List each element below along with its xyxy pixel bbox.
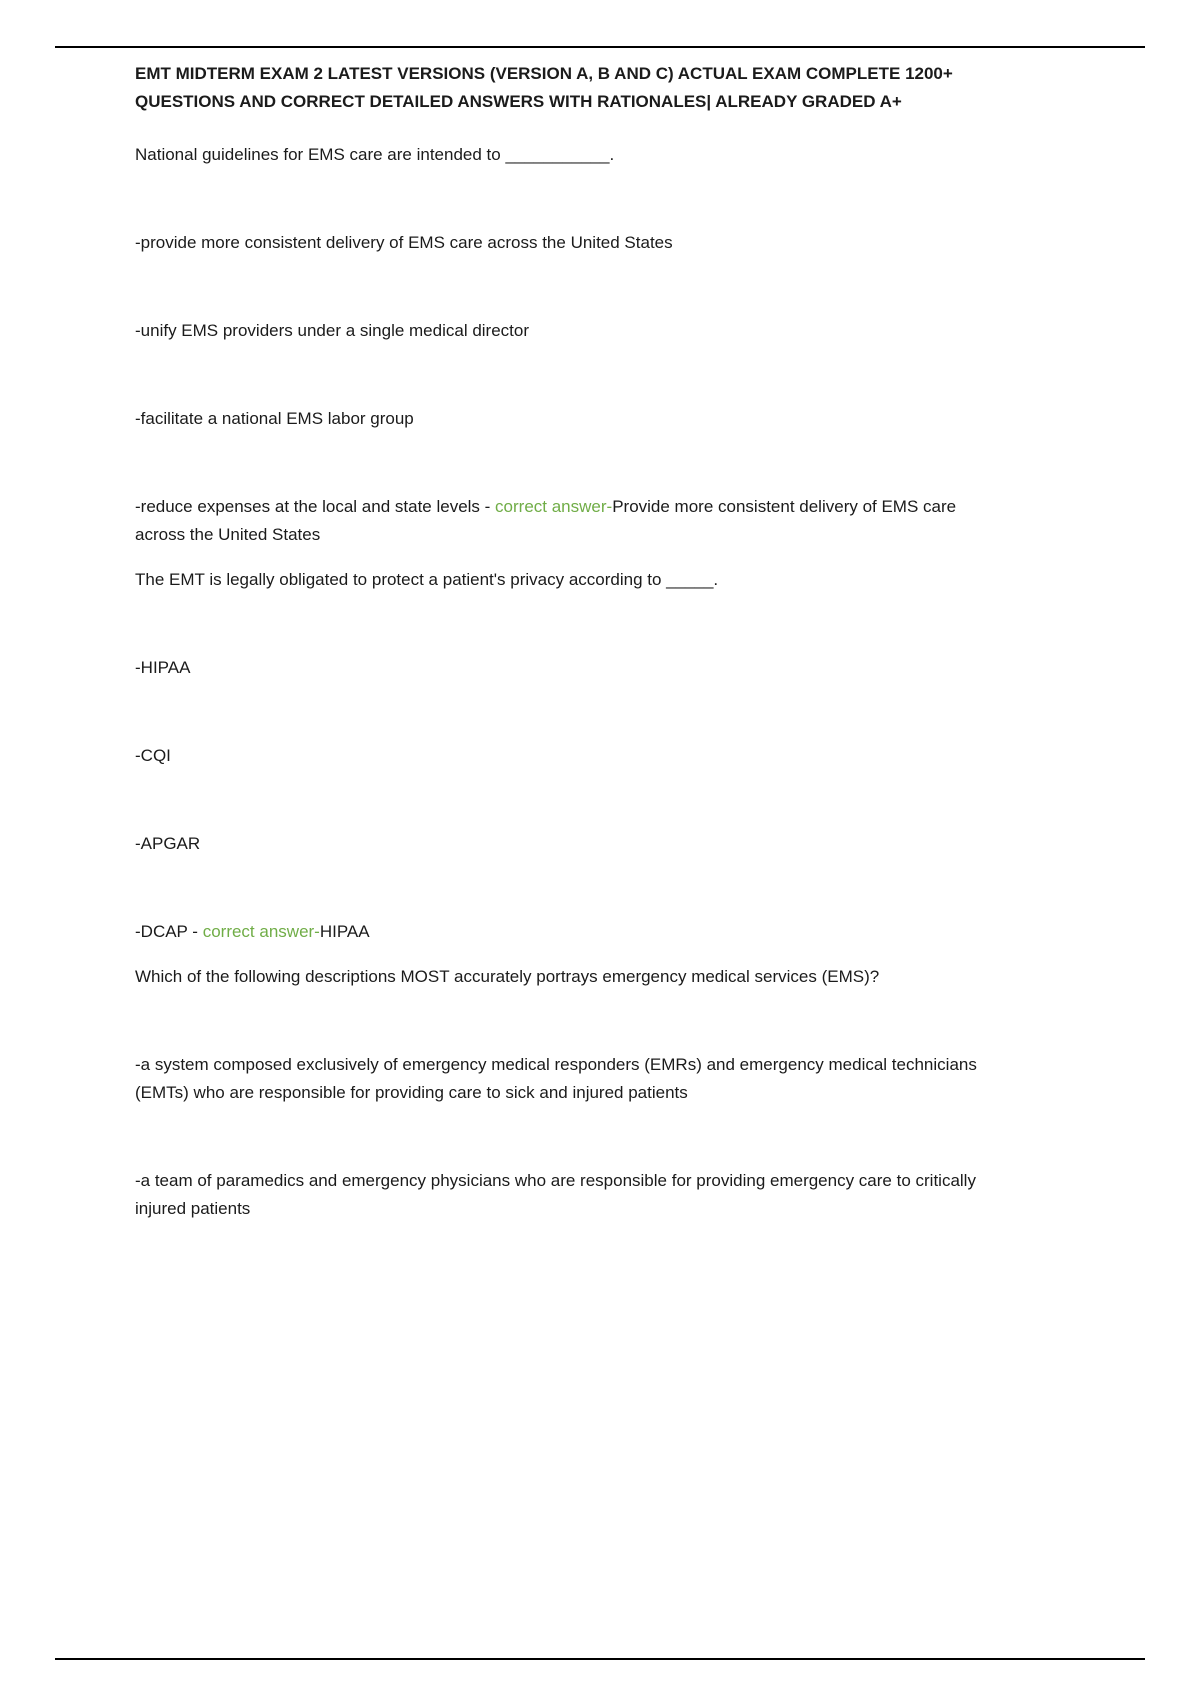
answer-line: [135, 918, 991, 946]
option-text: -a system composed exclusively of emergency medical responders (EMRs) and emergency medical technicians (EMTs) who are responsible for providing care to sick and injured patients: [135, 1055, 977, 1102]
correct-answer-text: Provide more consistent delivery of EMS care across the United States: [135, 497, 957, 544]
question-text: Which of the following descriptions MOST accurately portrays emergency medical services (EMS)?: [135, 967, 880, 986]
bottom-horizontal-rule: [55, 1658, 1145, 1660]
option-text: -HIPAA: [135, 658, 191, 677]
correct-answer-text: HIPAA: [319, 922, 370, 941]
option-text: -unify EMS providers under a single medical director: [135, 321, 530, 340]
correct-answer-label: correct answer-: [495, 497, 613, 516]
option-text: -APGAR: [135, 834, 201, 853]
answer-line: [135, 493, 991, 549]
document-title: EMT MIDTERM EXAM 2 LATEST VERSIONS (VERSION A, B AND C) ACTUAL EXAM COMPLETE 1200+ QUESTIONS AND CORRECT DETAILED ANSWERS WITH RATIONALES| ALREADY GRADED A+: [135, 64, 953, 111]
question-text: National guidelines for EMS care are intended to ___________.: [135, 145, 615, 164]
option-text: -a team of paramedics and emergency physicians who are responsible for providing emergency care to critically injured patients: [135, 1171, 976, 1218]
document-content: [135, 60, 991, 1223]
answer-option-prefix: -DCAP -: [135, 922, 203, 941]
correct-answer-label: correct answer-: [202, 922, 320, 941]
answer-option-prefix: -reduce expenses at the local and state levels -: [135, 497, 496, 516]
option-text: -provide more consistent delivery of EMS care across the United States: [135, 233, 673, 252]
option-text: -facilitate a national EMS labor group: [135, 409, 414, 428]
question-text: The EMT is legally obligated to protect a patient's privacy according to _____.: [135, 570, 719, 589]
option-text: -CQI: [135, 746, 171, 765]
top-horizontal-rule: [55, 46, 1145, 48]
